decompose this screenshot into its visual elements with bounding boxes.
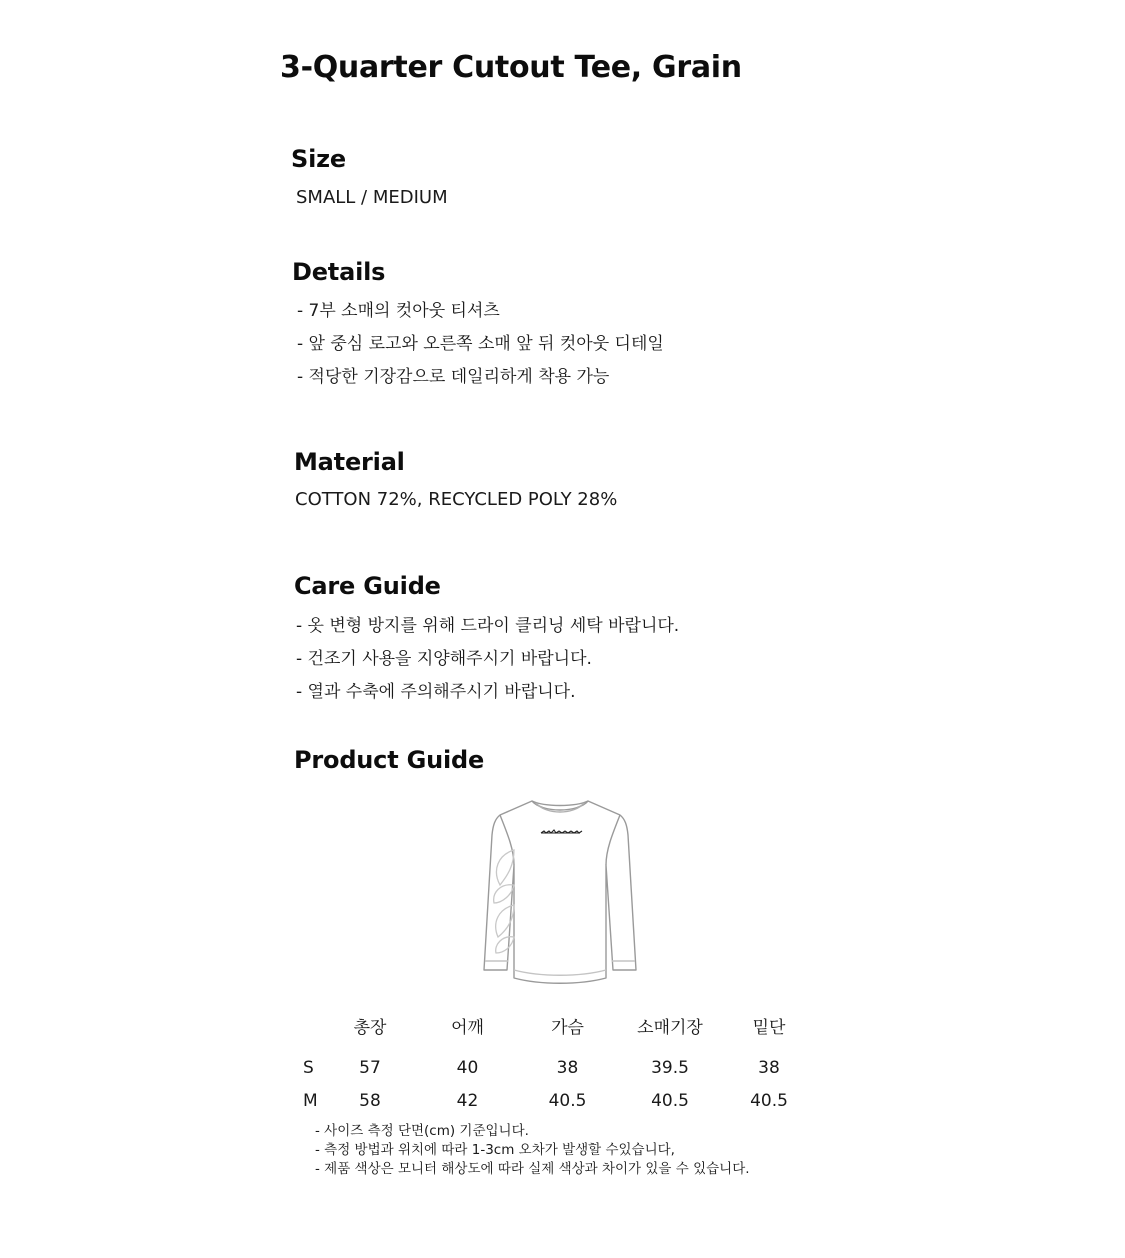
care-guide-item: - 옷 변형 방지를 위해 드라이 클리닝 세탁 바랍니다. bbox=[296, 616, 680, 636]
size-table-cell: 40 bbox=[456, 1057, 479, 1078]
size-label: M bbox=[303, 1090, 318, 1111]
size-table-cell: 57 bbox=[359, 1057, 381, 1078]
size-table-header-cell: 총장 bbox=[353, 1017, 387, 1038]
product-title: 3-Quarter Cutout Tee, Grain bbox=[280, 50, 742, 85]
size-value: SMALL / MEDIUM bbox=[296, 187, 448, 208]
size-label: S bbox=[303, 1057, 314, 1078]
details-list bbox=[297, 295, 664, 394]
product-guide-heading: Product Guide bbox=[294, 746, 485, 774]
size-table-header-cell: 밑단 bbox=[752, 1017, 786, 1038]
size-notes bbox=[315, 1122, 750, 1179]
size-table-header-cell bbox=[295, 1008, 335, 1042]
care-guide-list bbox=[296, 610, 679, 709]
size-note: - 사이즈 측정 단면(cm) 기준입니다. bbox=[315, 1123, 529, 1139]
details-heading: Details bbox=[292, 258, 386, 286]
size-table-cell: 58 bbox=[359, 1090, 381, 1111]
details-item: - 7부 소매의 컷아웃 티셔츠 bbox=[297, 301, 500, 321]
care-guide-item: - 건조기 사용을 지양해주시기 바랍니다. bbox=[296, 649, 592, 669]
size-table-cell: 38 bbox=[758, 1057, 780, 1078]
size-table-cell: 40.5 bbox=[651, 1090, 689, 1111]
size-note: - 제품 색상은 모니터 해상도에 따라 실제 색상과 차이가 있을 수 있습니다. bbox=[315, 1161, 750, 1177]
size-table-cell: 42 bbox=[456, 1090, 479, 1111]
size-table-header-cell: 어깨 bbox=[451, 1017, 484, 1038]
size-table-cell: 40.5 bbox=[750, 1090, 788, 1111]
size-table-cell: 39.5 bbox=[651, 1057, 689, 1078]
spacer bbox=[295, 1042, 803, 1051]
care-guide-item: - 열과 수축에 주의해주시기 바랍니다. bbox=[296, 682, 576, 702]
details-item: - 적당한 기장감으로 데일리하게 착용 가능 bbox=[297, 367, 610, 387]
size-table-header bbox=[295, 1008, 803, 1042]
size-table-header-cell: 가슴 bbox=[551, 1017, 584, 1038]
size-note: - 측정 방법과 위치에 따라 1-3cm 오차가 발생할 수있습니다, bbox=[315, 1142, 675, 1158]
size-table-header-cell: 소매기장 bbox=[637, 1017, 703, 1038]
size-table-row bbox=[295, 1084, 803, 1117]
material-value: COTTON 72%, RECYCLED POLY 28% bbox=[295, 489, 618, 510]
size-heading: Size bbox=[291, 145, 346, 173]
size-table-cell: 40.5 bbox=[548, 1090, 587, 1111]
size-table-row bbox=[295, 1051, 803, 1084]
material-heading: Material bbox=[294, 448, 405, 476]
details-item: - 앞 중심 로고와 오른쪽 소매 앞 뒤 컷아웃 디테일 bbox=[297, 334, 664, 354]
size-table-cell: 38 bbox=[556, 1057, 579, 1078]
tshirt-sketch-icon bbox=[470, 795, 650, 990]
care-guide-heading: Care Guide bbox=[294, 572, 441, 600]
size-table bbox=[295, 1008, 803, 1117]
